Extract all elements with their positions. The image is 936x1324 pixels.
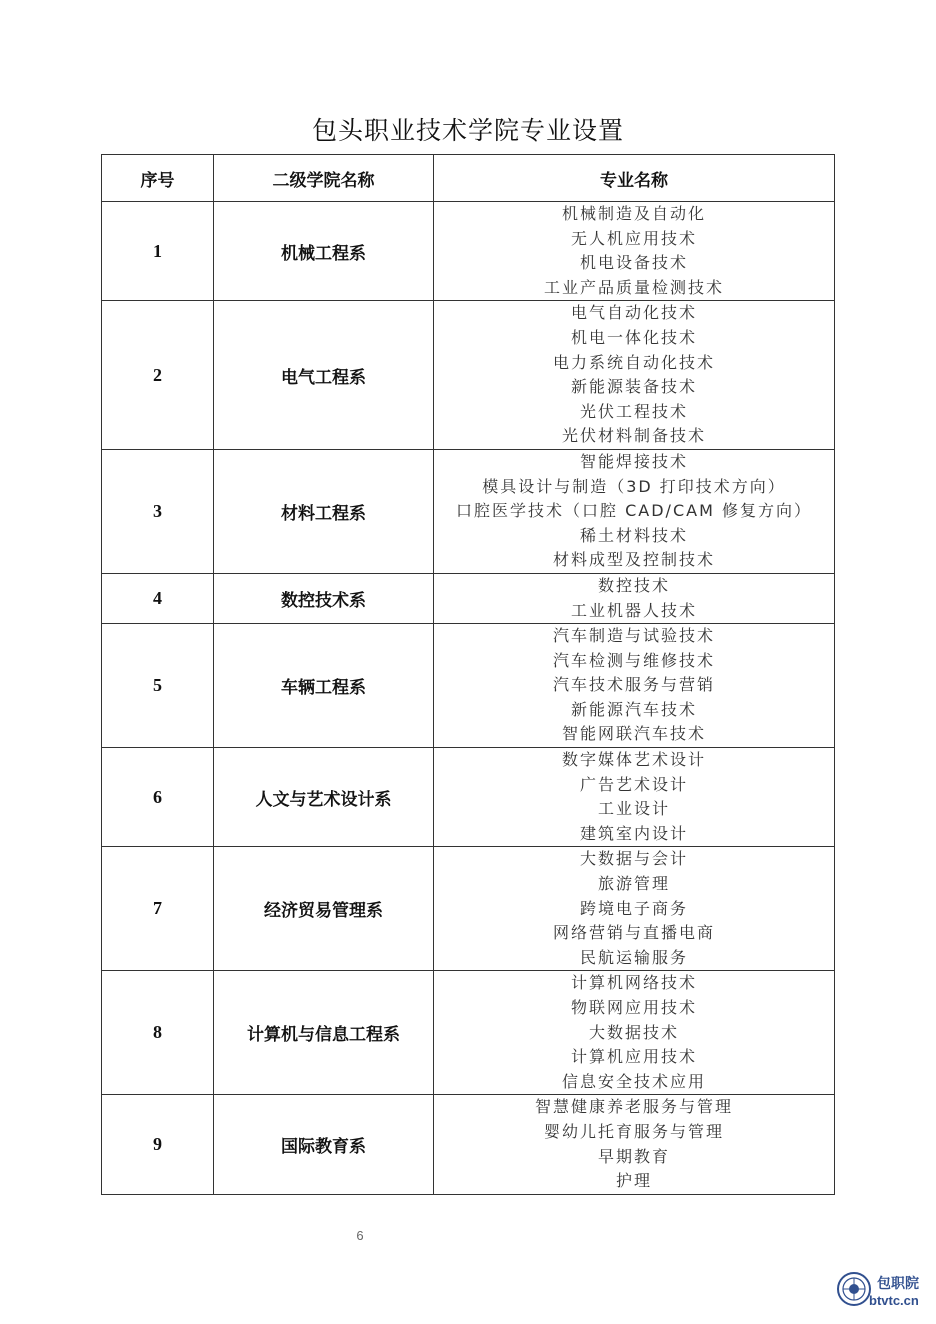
department-name: 数控技术系 [214,573,434,623]
table-row [102,202,835,301]
major-item: 智能网联汽车技术 [561,724,706,744]
table-row [102,971,835,1095]
majors-cell [434,624,835,748]
major-item: 机电一体化技术 [570,327,697,347]
header-index: 序号 [102,155,214,202]
row-index: 8 [102,971,214,1095]
major-item: 大数据技术 [588,1022,679,1042]
major-item: 新能源汽车技术 [570,699,697,719]
major-item: 工业产品质量检测技术 [543,277,724,297]
major-item: 早期教育 [597,1146,670,1166]
table-row [102,1095,835,1194]
majors-cell [434,971,835,1095]
major-item: 电力系统自动化技术 [552,352,715,372]
major-item: 汽车检测与维修技术 [552,650,715,670]
department-name: 国际教育系 [214,1095,434,1194]
major-item: 机电设备技术 [579,253,688,273]
major-item: 光伏工程技术 [579,401,688,421]
major-item: 光伏材料制备技术 [561,426,706,446]
department-name: 经济贸易管理系 [214,847,434,971]
major-item: 信息安全技术应用 [561,1071,706,1091]
major-item: 电气自动化技术 [570,303,697,323]
majors-table [101,154,835,1195]
major-item: 模具设计与制造（3D 打印技术方向） [482,476,786,496]
row-index: 1 [102,202,214,301]
majors-cell [434,748,835,847]
major-item: 工业机器人技术 [570,600,697,620]
major-item: 数控技术 [597,575,670,595]
page-number: 6 [356,1228,364,1243]
header-majors: 专业名称 [434,155,835,202]
table-row [102,624,835,748]
major-item: 无人机应用技术 [570,228,697,248]
department-name: 计算机与信息工程系 [214,971,434,1095]
majors-cell [434,202,835,301]
major-item: 建筑室内设计 [579,823,688,843]
row-index: 4 [102,573,214,623]
major-item: 网络营销与直播电商 [552,923,715,943]
major-item: 护理 [615,1171,652,1191]
department-name: 车辆工程系 [214,624,434,748]
major-item: 大数据与会计 [579,849,688,869]
department-name: 机械工程系 [214,202,434,301]
major-item: 口腔医学技术（口腔 CAD/CAM 修复方向） [456,501,812,521]
table-header-row [102,155,835,202]
major-item: 汽车制造与试验技术 [552,626,715,646]
major-item: 智慧健康养老服务与管理 [534,1097,733,1117]
majors-cell [434,301,835,450]
major-item: 物联网应用技术 [570,998,697,1017]
table-row [102,301,835,450]
college-seal-icon [836,1271,872,1307]
table-body [102,202,835,1195]
major-item: 工业设计 [597,799,670,819]
major-item: 广告艺术设计 [579,774,688,794]
row-index: 5 [102,624,214,748]
row-index: 3 [102,449,214,573]
watermark-name: 包职院 [877,1276,919,1292]
table-row [102,748,835,847]
row-index: 6 [102,748,214,847]
major-item: 民航运输服务 [579,947,688,967]
major-item: 计算机网络技术 [570,973,697,993]
majors-cell [434,573,835,623]
page-title: 包头职业技术学院专业设置 [311,116,624,145]
department-name: 电气工程系 [214,301,434,450]
major-item: 婴幼儿托育服务与管理 [543,1121,724,1141]
row-index: 9 [102,1095,214,1194]
table-row [102,847,835,971]
majors-cell [434,847,835,971]
table-row [102,449,835,573]
majors-cell [434,449,835,573]
major-item: 数字媒体艺术设计 [561,750,706,770]
major-item: 稀土材料技术 [579,525,688,545]
header-department: 二级学院名称 [214,155,434,202]
row-index: 2 [102,301,214,450]
majors-cell [434,1095,835,1194]
major-item: 材料成型及控制技术 [552,550,715,570]
department-name: 材料工程系 [214,449,434,573]
major-item: 机械制造及自动化 [561,204,706,223]
table-row [102,573,835,623]
major-item: 计算机应用技术 [570,1047,697,1067]
major-item: 跨境电子商务 [579,898,688,918]
major-item: 新能源装备技术 [570,377,697,397]
major-item: 智能焊接技术 [579,451,688,471]
major-item: 旅游管理 [597,874,670,894]
row-index: 7 [102,847,214,971]
watermark-url: btvtc.cn [869,1293,919,1308]
department-name: 人文与艺术设计系 [214,748,434,847]
major-item: 汽车技术服务与营销 [552,675,715,695]
